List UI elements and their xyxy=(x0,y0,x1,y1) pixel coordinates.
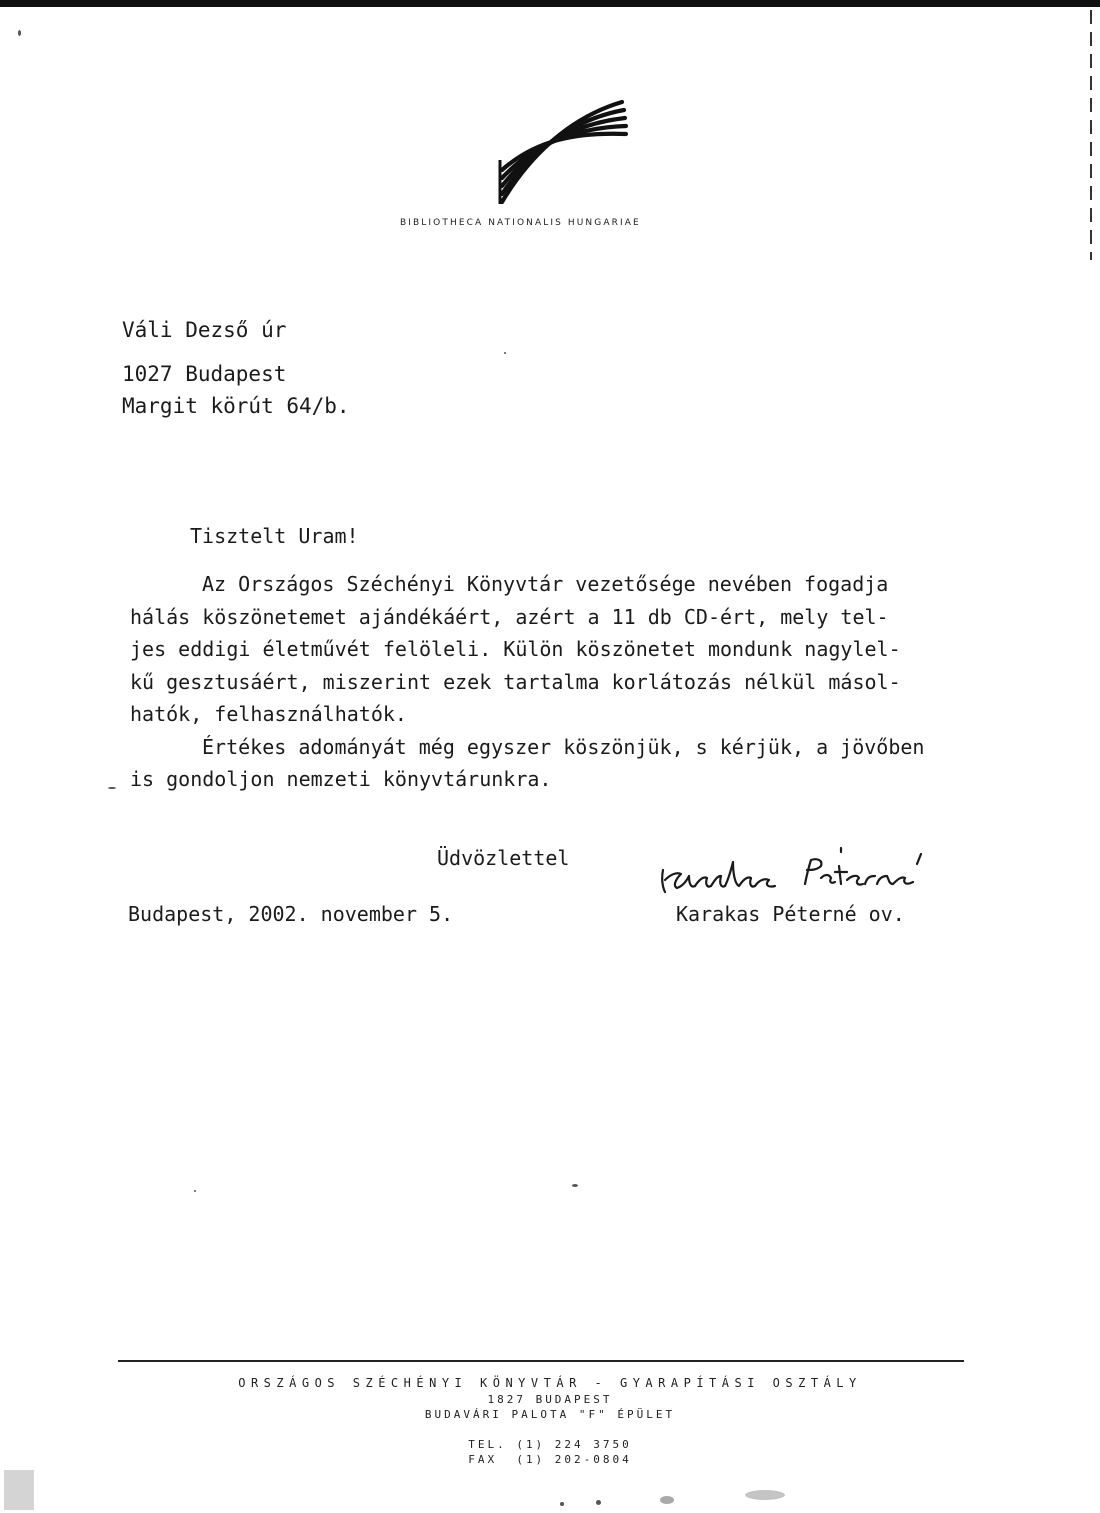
footer-address-line1: 1827 BUDAPEST xyxy=(487,1393,613,1406)
recipient-street: Margit körút 64/b. xyxy=(122,394,350,418)
scan-speck xyxy=(108,787,116,789)
footer-org: ORSZÁGOS SZÉCHÉNYI KÖNYVTÁR - GYARAPÍTÁSI OSZTÁLY xyxy=(238,1376,862,1390)
footer-address-line2: BUDAVÁRI PALOTA "F" ÉPÜLET xyxy=(424,1408,676,1421)
footer-divider xyxy=(118,1360,964,1362)
footer-fax: FAX (1) 202-0804 xyxy=(468,1453,632,1466)
scan-speck xyxy=(4,1470,34,1510)
footer-tel: TEL. (1) 224 3750 xyxy=(468,1438,632,1451)
body-line: jes eddigi életművét felöleli. Külön köszönetet mondunk nagylel- xyxy=(130,637,901,661)
salutation: Tisztelt Uram! xyxy=(190,524,359,548)
body-line: hatók, felhasználhatók. xyxy=(130,702,407,726)
letter-body xyxy=(130,568,990,796)
body-line: is gondoljon nemzeti könyvtárunkra. xyxy=(130,767,552,791)
letterhead-motto: BIBLIOTHECA NATIONALIS HUNGARIAE xyxy=(400,218,641,228)
recipient-name: Váli Dezső úr xyxy=(122,318,287,342)
scan-speck xyxy=(745,1490,785,1500)
handwritten-signature xyxy=(655,840,955,900)
scan-speck xyxy=(560,1502,564,1506)
body-line: Az Országos Széchényi Könyvtár vezetősége nevében fogadja xyxy=(202,572,889,596)
date-line: Budapest, 2002. november 5. xyxy=(128,902,454,926)
scan-speck xyxy=(194,1190,196,1192)
body-line: kű gesztusáért, miszerint ezek tartalma korlátozás nélkül másol- xyxy=(130,669,901,694)
scan-speck xyxy=(596,1500,601,1505)
body-line: Értékes adományát még egyszer köszönjük, s kérjük, a jövőben xyxy=(202,734,925,759)
recipient-city: 1027 Budapest xyxy=(122,362,287,386)
scan-speck xyxy=(660,1496,674,1504)
scan-speck xyxy=(18,30,21,36)
scan-speck xyxy=(504,352,506,354)
closing: Üdvözlettel xyxy=(437,846,570,870)
scan-right-border xyxy=(1090,10,1092,260)
scan-speck xyxy=(572,1184,578,1187)
typed-signature: Karakas Péterné ov. xyxy=(676,902,905,926)
scan-top-border xyxy=(0,0,1100,7)
body-line: hálás köszönetemet ajándékáért, azért a 11 db CD-ért, mely tel- xyxy=(130,604,889,629)
library-logo-icon xyxy=(498,98,628,208)
